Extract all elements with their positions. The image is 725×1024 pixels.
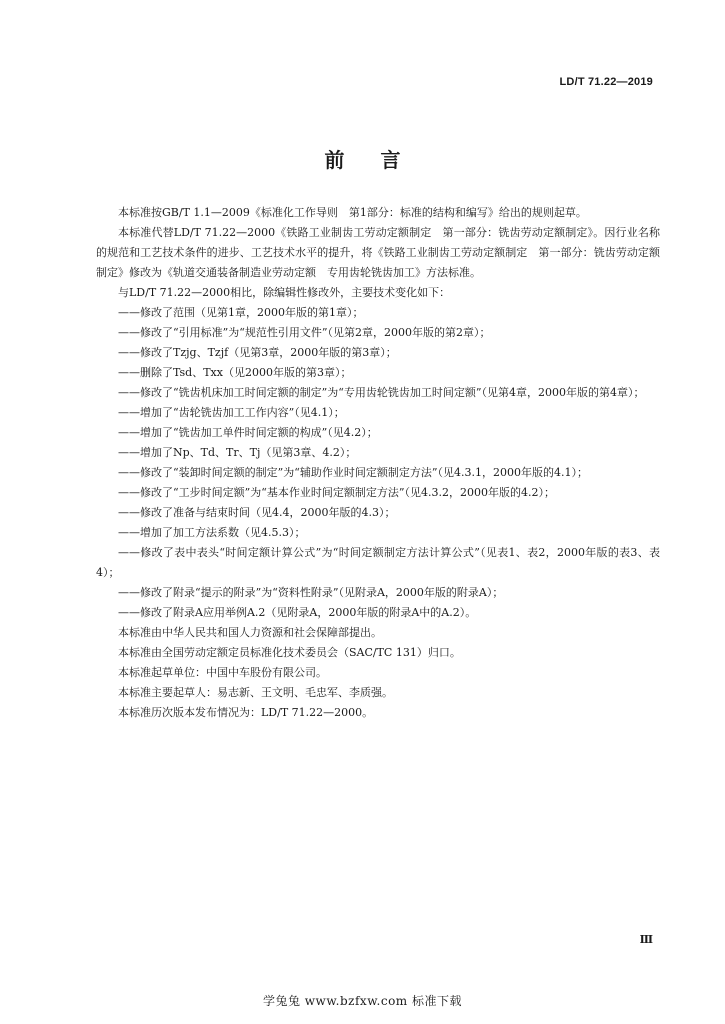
paragraph: 本标准代替LD/T 71.22—2000《铁路工业制齿工劳动定额制定 第一部分：铣齿劳动定额制定》。因行业名称的规范和工艺技术条件的进步、工艺技术水平的提升，将《铁路工业制齿工劳动定额制定 第一部分：铣齿劳动定额制定》修改为《轨道交通装备制造业劳动定额 专用齿轮铣齿加工》方法标准。 xyxy=(96,226,660,279)
standard-code: LD/T 71.22—2019 xyxy=(559,76,653,88)
paragraph: 与LD/T 71.22—2000相比，除编辑性修改外，主要技术变化如下： xyxy=(118,286,451,299)
change-item: ——修改了准备与结束时间（见4.4，2000年版的4.3）； xyxy=(118,506,396,519)
change-item: ——增加了Np、Td、Tr、Tj（见第3章、4.2）； xyxy=(118,446,357,459)
paragraph: 本标准由中华人民共和国人力资源和社会保障部提出。 xyxy=(118,626,382,639)
change-item: ——修改了“引用标准”为“规范性引用文件”（见第2章，2000年版的第2章）； xyxy=(118,326,491,339)
change-item: ——修改了Tzjg、Tzjf（见第3章，2000年版的第3章）； xyxy=(118,346,397,359)
change-item: ——修改了附录“提示的附录”为“资料性附录”（见附录A，2000年版的附录A）； xyxy=(118,586,504,599)
page-number: Ⅲ xyxy=(639,933,653,946)
document-body xyxy=(96,203,660,723)
paragraph: 本标准历次版本发布情况为：LD/T 71.22—2000。 xyxy=(118,706,374,719)
paragraph: 本标准按GB/T 1.1—2009《标准化工作导则 第1部分：标准的结构和编写》给出的规则起草。 xyxy=(118,206,587,219)
paragraph: 本标准主要起草人：易志新、王文明、毛忠军、李质强。 xyxy=(118,686,393,699)
change-item: ——增加了“齿轮铣齿加工工作内容”（见4.1）； xyxy=(118,406,345,419)
change-item: ——增加了“铣齿加工单件时间定额的构成”（见4.2）； xyxy=(118,426,378,439)
footer-watermark: 学兔兔 www.bzfxw.com 标准下载 xyxy=(262,994,463,1008)
page-title: 前言 xyxy=(324,148,437,172)
change-item: ——修改了表中表头“时间定额计算公式”为“时间定额制定方法计算公式”（见表1、表2，2000年版的表3、表4）； xyxy=(96,546,660,579)
paragraph: 本标准起草单位：中国中车股份有限公司。 xyxy=(118,666,327,679)
change-item: ——删除了Tsd、Txx（见2000年版的第3章）； xyxy=(118,366,352,379)
change-item: ——修改了附录A应用举例A.2（见附录A，2000年版的附录A中的A.2）。 xyxy=(118,606,477,619)
change-item: ——修改了“工步时间定额”为“基本作业时间定额制定方法”（见4.3.2，2000年版的4.2）； xyxy=(118,486,555,499)
change-item: ——修改了“铣齿机床加工时间定额的制定”为“专用齿轮铣齿加工时间定额”（见第4章，2000年版的第4章）； xyxy=(118,386,645,399)
paragraph: 本标准由全国劳动定额定员标准化技术委员会（SAC/TC 131）归口。 xyxy=(118,646,461,659)
change-item: ——修改了“装卸时间定额的制定”为“辅助作业时间定额制定方法”（见4.3.1，2000年版的4.1）； xyxy=(118,466,588,479)
change-item: ——修改了范围（见第1章，2000年版的第1章）； xyxy=(118,306,364,319)
change-item: ——增加了加工方法系数（见4.5.3）； xyxy=(118,526,306,539)
